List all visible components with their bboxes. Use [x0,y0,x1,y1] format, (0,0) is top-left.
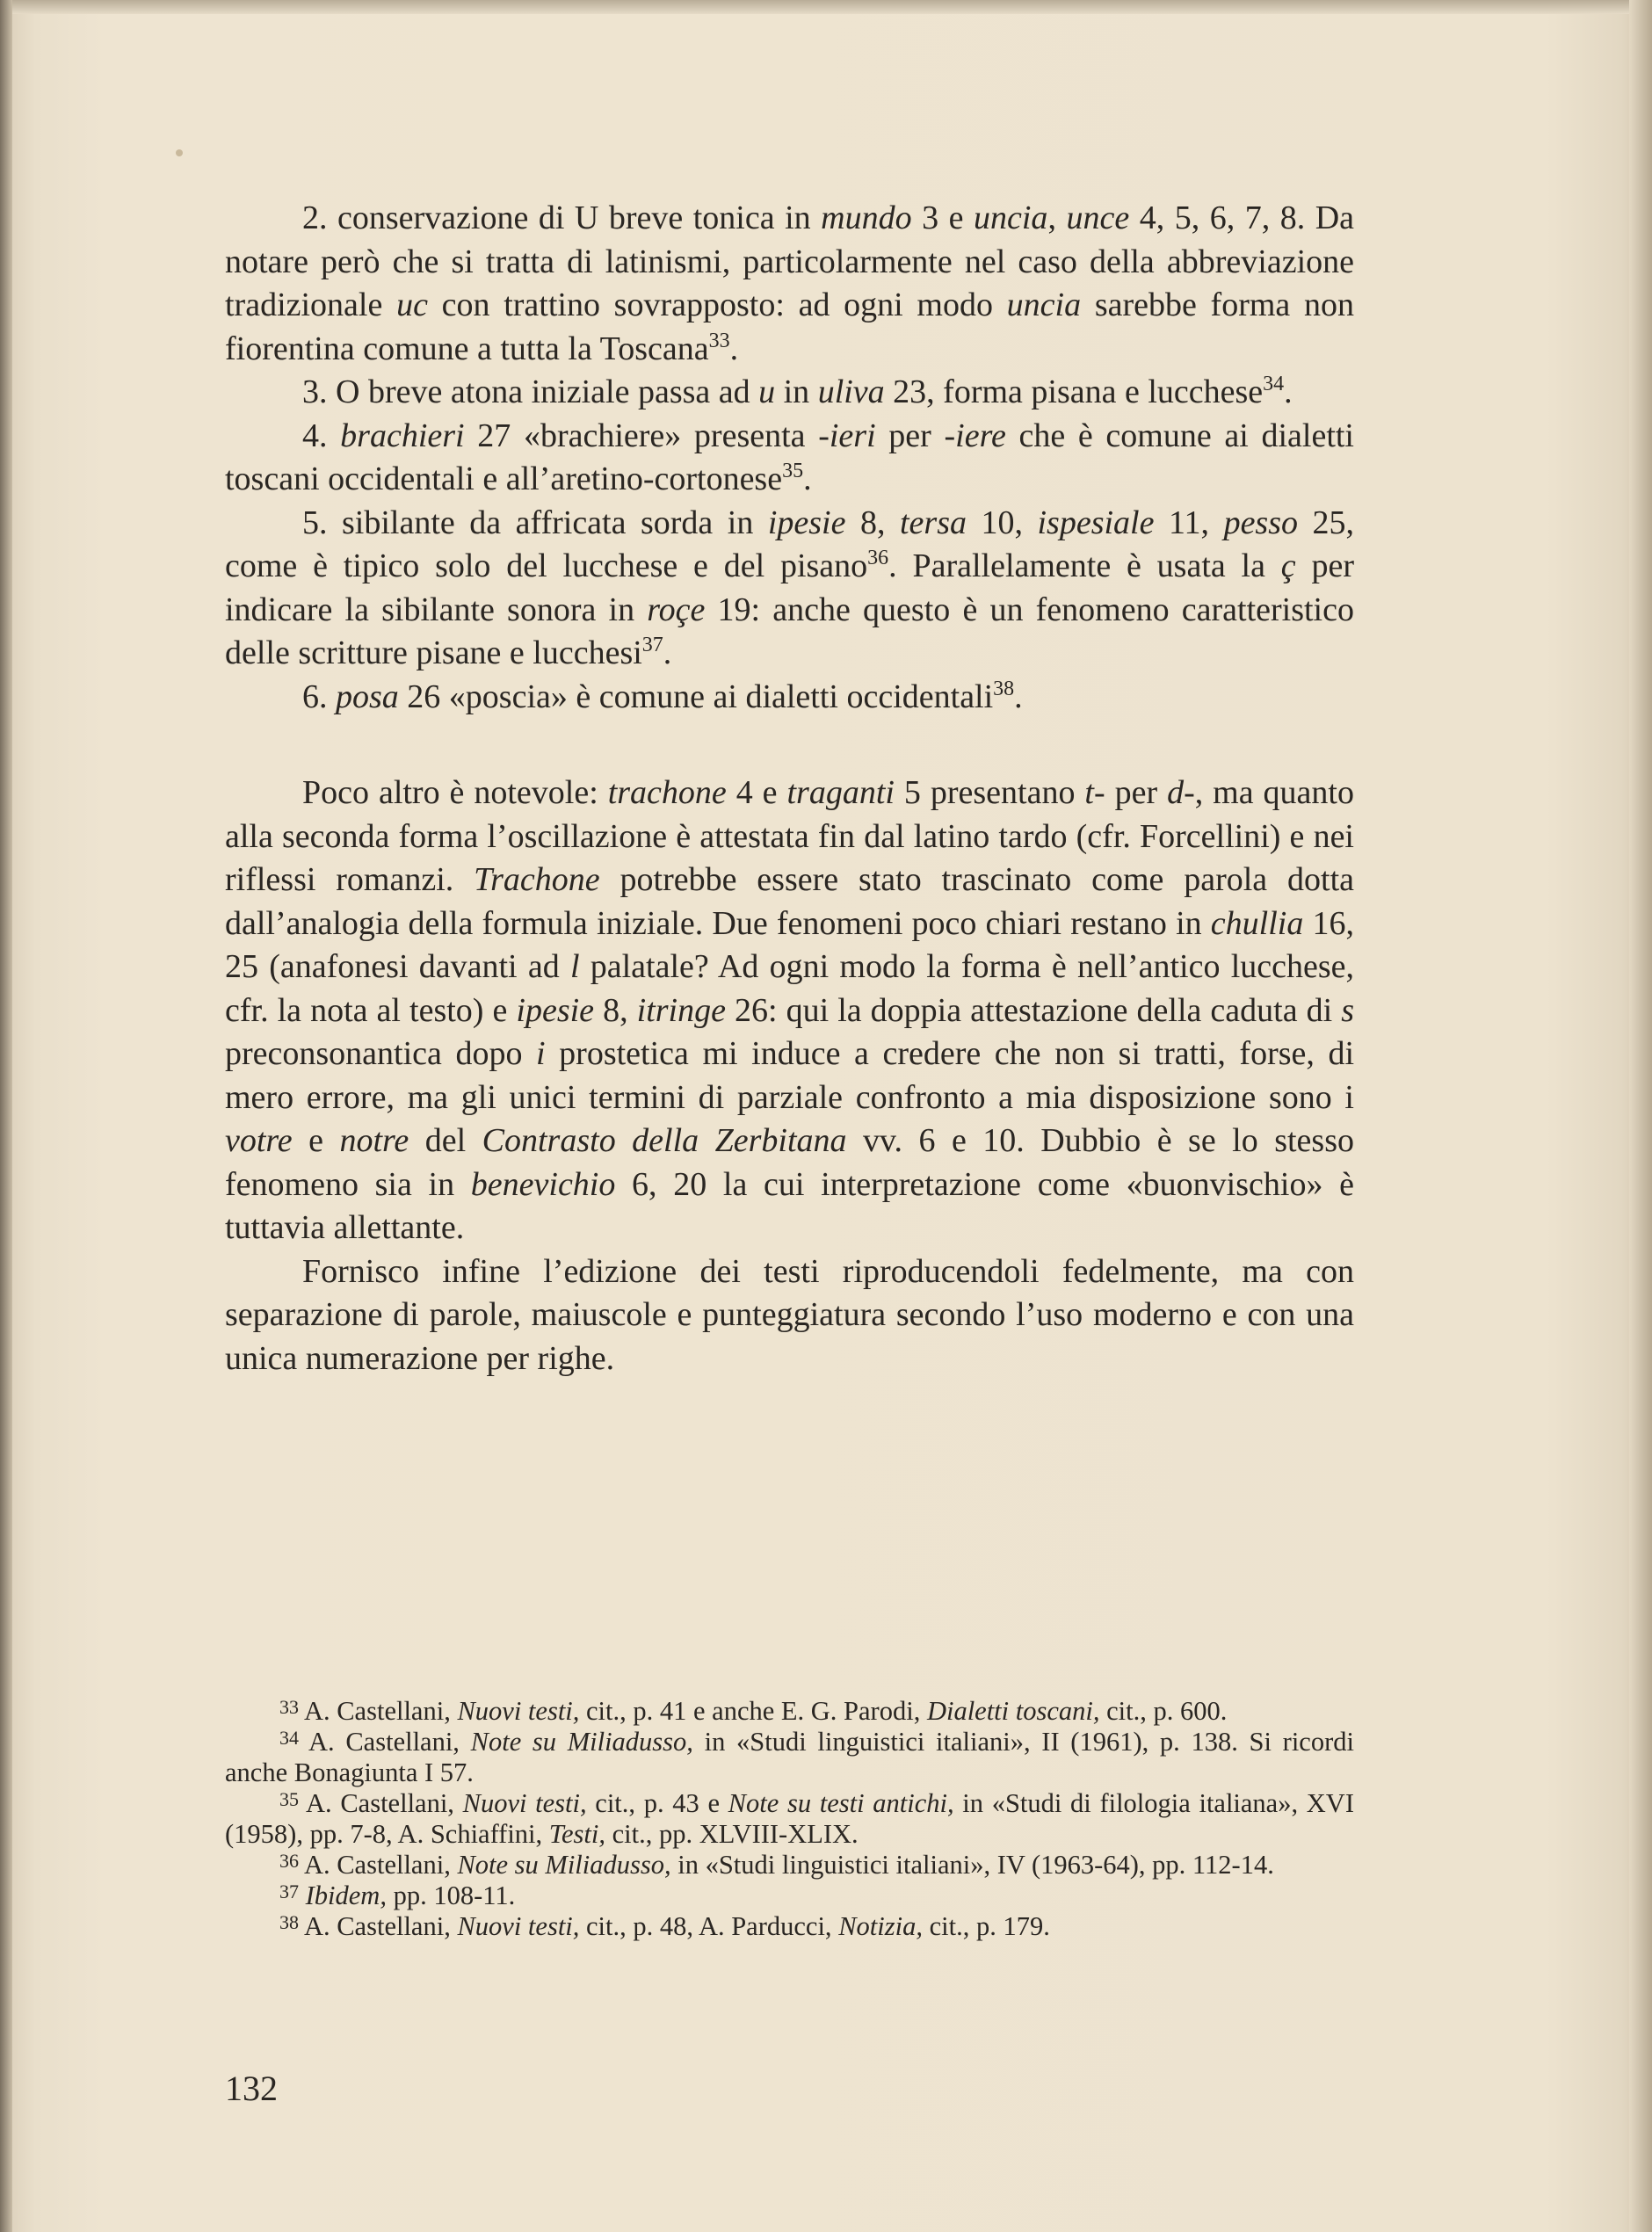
text-run: 3 e [911,199,974,236]
footnote-number: 37 [279,1881,299,1902]
text-run: , [1047,199,1067,236]
text-run: 16, 25 (anafonesi davanti ad [225,904,1354,985]
text-run: A. Castellani, [299,1727,471,1757]
paragraph-3 [225,371,1354,415]
footnote-ref: 36 [867,547,889,569]
italic-title: Note su Miliadusso, [470,1727,693,1757]
italic-term: roçe [647,591,706,628]
text-run: in [775,373,818,410]
text-run: 6. [302,678,336,715]
text-run: . Parallelamente è usata la [888,547,1281,584]
italic-term: uc [396,286,428,323]
text-run: cit., p. 41 e anche E. G. Parodi, [579,1696,927,1726]
italic-term: i [536,1035,546,1072]
text-run: cit., p. 600. [1099,1696,1228,1726]
text-run: . [1014,678,1023,715]
text-run: per indicare la sibilante sonora in [225,547,1354,628]
text-run: cit., p. 43 e [586,1788,728,1818]
italic-term: Contrasto della Zerbitana [482,1122,847,1159]
footnote-ref: 34 [1263,373,1285,395]
italic-term: -iere [944,417,1006,454]
text-run: 6, 20 la cui interpretazione come «buonvischio» è tuttavia allettante. [225,1165,1354,1246]
footnote-ref: 35 [782,460,804,482]
italic-term: ipesie [767,504,846,541]
italic-term: notre [339,1122,409,1159]
italic-term: uliva [817,373,885,410]
text-run: in «Studi linguistici italiani», II (1961), p. 138. Si ricordi anche Bonagiunta I 57. [225,1727,1354,1787]
footnote-ref: 38 [993,677,1015,700]
italic-term: ipesie [516,991,595,1029]
footnote-ref: 33 [708,329,730,352]
text-run: 3. O breve atona iniziale passa ad [302,373,759,410]
book-spine-shadow [0,0,12,2232]
text-run: Poco altro è notevole: [302,774,608,811]
paragraph-fornisco [225,1250,1354,1381]
text-run: 4. [302,417,341,454]
text-run: palatale? Ad ogni modo la forma è nell’antico lucchese, cfr. la nota al testo) e [225,948,1355,1029]
text-run: , ma quanto alla seconda forma l’oscillazione è attestata fin dal latino tardo (cfr. Forcellini) e nei riflessi romanzi. [225,774,1354,898]
text-run: in «Studi di filologia italiana», XVI (1958), pp. 7-8, A. Schiaffini, [225,1788,1354,1849]
text-run: cit., p. 179. [922,1911,1050,1941]
footnote-36 [225,1850,1354,1881]
italic-term: uncia [1006,286,1082,323]
footnote-number: 35 [279,1788,299,1810]
footnote-33 [225,1696,1354,1727]
text-run: 26: qui la doppia attestazione della caduta di [725,991,1342,1029]
footnote-ref: 37 [641,634,663,656]
text-run: 27 «brachiere» presenta [464,417,819,454]
text-run: 5. sibilante da affricata sorda in [302,504,768,541]
footnote-number: 38 [279,1911,299,1933]
page-right-edge [1629,0,1652,2232]
italic-term: itringe [636,991,726,1029]
italic-term: tersa [899,504,967,541]
text-run: 5 presentano [894,774,1085,811]
italic-term: brachieri [340,417,465,454]
text-run: 2. conservazione di U breve tonica in [302,199,822,236]
italic-term: trachone [607,774,727,811]
text-run: A. Castellani, [299,1788,463,1818]
paragraph-5 [225,502,1354,676]
text-run: 25, come è tipico solo del lucchese e del pisano [225,504,1355,584]
italic-term: ispesiale [1037,504,1155,541]
italic-term: unce [1066,199,1130,236]
italic-title: Dialetti toscani, [926,1696,1100,1726]
text-run: del [409,1122,482,1159]
italic-term: l [569,948,580,985]
footnote-number: 33 [279,1696,299,1718]
italic-title: Ibidem, [305,1881,387,1910]
paragraph-2 [225,197,1354,371]
italic-term: ç [1280,547,1296,584]
italic-title: Nuovi testi, [457,1911,580,1941]
text-run: cit., p. 48, A. Parducci, [579,1911,839,1941]
text-run: e [292,1122,340,1159]
italic-title: Nuovi testi, [462,1788,587,1818]
paragraph-4 [225,415,1354,502]
text-run: in «Studi linguistici italiani», IV (1963-64), pp. 112-14. [670,1850,1274,1880]
italic-term: votre [225,1122,293,1159]
text-run: 26 «poscia» è comune ai dialetti occidentali [398,678,994,715]
footnote-35 [225,1788,1354,1850]
paragraph-poco-altro [225,772,1354,1250]
footnote-38 [225,1911,1354,1942]
italic-term: u [758,373,776,410]
italic-title: Testi, [548,1819,605,1849]
paragraph-gap [225,719,1354,772]
text-run: vv. 6 e 10. Dubbio è se lo stesso fenomeno sia in [225,1122,1354,1203]
italic-term: benevichio [470,1165,616,1203]
text-run: che è comune ai dialetti toscani occidentali e all’aretino-cortonese [225,417,1354,497]
text-run: . [1284,373,1293,410]
italic-term: traganti [786,774,895,811]
italic-title: Note su Miliadusso, [457,1850,671,1880]
italic-title: Note su testi antichi, [728,1788,954,1818]
paper-spot [176,149,183,156]
text-run: 19: anche questo è un fenomeno caratteristico delle scritture pisane e lucchesi [225,591,1354,671]
italic-term: s [1341,991,1355,1029]
text-run: 10, [966,504,1038,541]
text-run: . [729,330,739,367]
italic-term: d- [1167,774,1195,811]
italic-title: Nuovi testi, [457,1696,580,1726]
text-run: 4 e [726,774,787,811]
text-run: preconsonantica dopo [225,1035,537,1072]
text-run: prostetica mi induce a credere che non si tratti, forse, di mero errore, ma gli unici termini di parziale confronto a mia disposizione sono i [225,1035,1355,1116]
text-run: con trattino sovrapposto: ad ogni modo [427,286,1007,323]
footnotes [225,1696,1354,1942]
footnote-34 [225,1727,1354,1788]
footnote-number: 36 [279,1850,299,1872]
page-number: 132 [225,2069,278,2108]
text-run [299,1881,306,1910]
text-run: 8, [594,991,637,1029]
text-run: 23, forma pisana e lucchese [884,373,1264,410]
italic-term: chullia [1210,904,1304,942]
italic-term: Trachone [474,861,600,898]
text-run: pp. 108-11. [386,1881,516,1910]
text-run: A. Castellani, [299,1850,458,1880]
italic-term: pesso [1223,504,1299,541]
italic-term: uncia [974,199,1048,236]
footnote-number: 34 [279,1727,299,1749]
footnote-37 [225,1881,1354,1911]
text-run: per [875,417,945,454]
text-run: 8, [845,504,900,541]
text-run: potrebbe essere stato trascinato come parola dotta dall’analogia della formula iniziale. Due fenomeni poco chiari restano in [225,861,1354,942]
text-run: A. Castellani, [299,1696,458,1726]
italic-term: mundo [821,199,912,236]
text-run: . [803,460,812,497]
text-run: . [663,634,672,671]
text-run: 11, [1154,504,1224,541]
italic-term: -ieri [818,417,876,454]
page-top-edge [0,0,1652,14]
paragraph-6 [225,676,1354,720]
text-run: A. Castellani, [299,1911,458,1941]
italic-title: Notizia, [838,1911,923,1941]
main-text [225,197,1354,1381]
text-run: sarebbe forma non fiorentina comune a tutta la Toscana [225,286,1354,367]
italic-term: posa [336,678,399,715]
text-run: Fornisco infine l’edizione dei testi riproducendoli fedelmente, ma con separazione di parole, maiuscole e punteggiatura secondo l’uso moderno e con una unica numerazione per righe. [225,1252,1354,1377]
text-run: per [1105,774,1168,811]
text-run: cit., pp. XLVIII-XLIX. [605,1819,859,1849]
text-run: 4, 5, 6, 7, 8. Da notare però che si tratta di latinismi, particolarmente nel caso della abbreviazione tradizionale [225,199,1355,323]
italic-term: t- [1084,774,1105,811]
